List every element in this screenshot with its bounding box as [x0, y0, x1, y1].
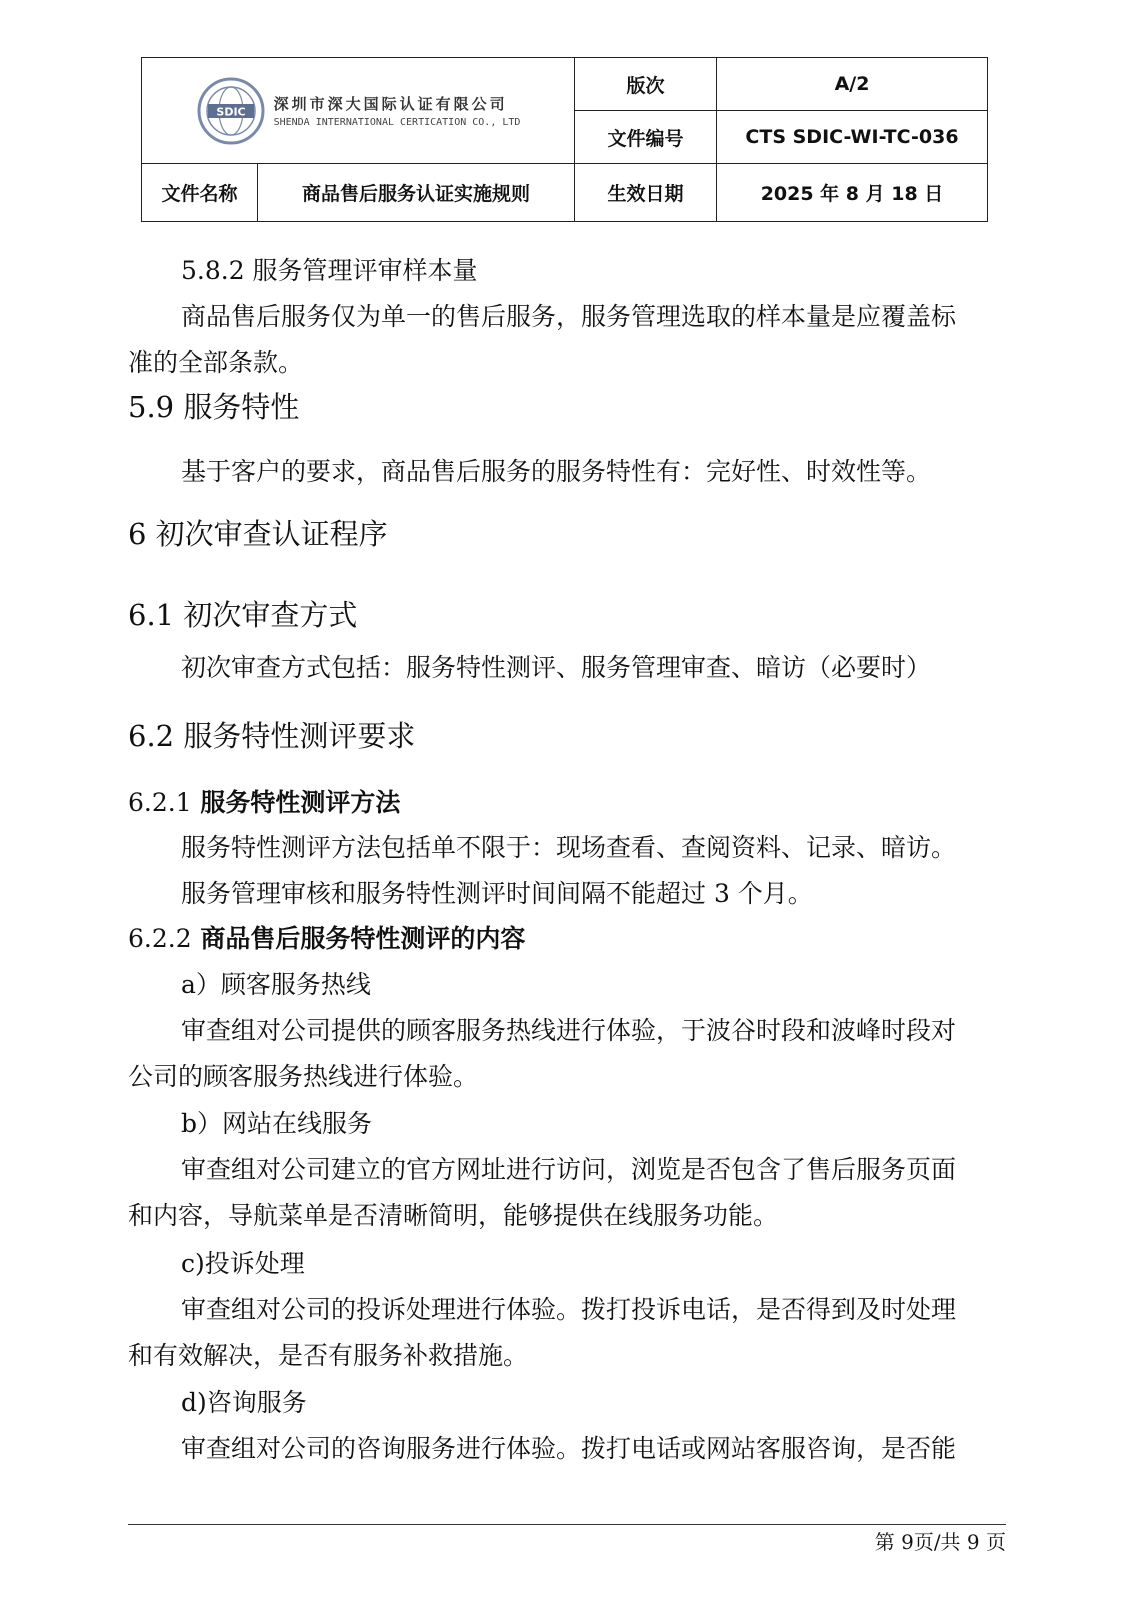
list-item-title: d)咨询服务	[181, 1388, 307, 1417]
section-6-heading: 6 初次审查认证程序	[128, 517, 388, 551]
paragraph-line: 商品售后服务仅为单一的售后服务，服务管理选取的样本量是应覆盖标	[181, 302, 957, 331]
doc-number-value: CTS SDIC-WI-TC-036	[717, 111, 988, 164]
doc-number-label: 文件编号	[575, 111, 717, 164]
list-item-title: b）网站在线服务	[181, 1109, 373, 1138]
paragraph-line: 初次审查方式包括：服务特性测评、服务管理审查、暗访（必要时）	[181, 653, 932, 682]
paragraph-line: 服务管理审核和服务特性测评时间间隔不能超过 3 个月。	[181, 879, 813, 908]
svg-text:SDIC: SDIC	[215, 105, 246, 118]
effective-date-label: 生效日期	[575, 164, 717, 222]
header-table	[141, 57, 988, 222]
footer-divider	[128, 1524, 1006, 1525]
section-5-9-heading: 5.9 服务特性	[128, 390, 300, 424]
company-logo-icon	[196, 76, 266, 146]
section-6-2-heading: 6.2 服务特性测评要求	[128, 719, 416, 753]
company-name-cn: 深圳市深大国际认证有限公司	[273, 95, 508, 113]
version-label: 版次	[575, 58, 717, 111]
paragraph-line: 和内容，导航菜单是否清晰简明，能够提供在线服务功能。	[128, 1201, 779, 1230]
paragraph-line: 基于客户的要求，商品售后服务的服务特性有：完好性、时效性等。	[181, 457, 932, 486]
paragraph-line: 审查组对公司建立的官方网址进行访问，浏览是否包含了售后服务页面	[181, 1155, 957, 1184]
company-name-en: SHENDA INTERNATIONAL CERTICATION CO., LTD	[273, 117, 521, 128]
version-value: A/2	[717, 58, 988, 111]
list-item-title: a）顾客服务热线	[181, 970, 371, 999]
paragraph-line: 服务特性测评方法包括单不限于：现场查看、查阅资料、记录、暗访。	[181, 833, 957, 862]
section-6-2-1-heading: 6.2.1 服务特性测评方法	[128, 788, 401, 817]
list-item-title: c)投诉处理	[181, 1249, 305, 1278]
page-number: 第 9页/共 9 页	[874, 1530, 1006, 1554]
paragraph-line: 公司的顾客服务热线进行体验。	[128, 1062, 479, 1091]
paragraph-line: 和有效解决，是否有服务补救措施。	[128, 1341, 529, 1370]
company-logo-cell	[142, 58, 575, 164]
paragraph-line: 审查组对公司的咨询服务进行体验。拨打电话或网站客服咨询，是否能	[181, 1434, 957, 1463]
section-6-1-heading: 6.1 初次审查方式	[128, 598, 358, 632]
paragraph-line: 准的全部条款。	[128, 348, 304, 377]
paragraph-line: 审查组对公司提供的顾客服务热线进行体验，于波谷时段和波峰时段对	[181, 1016, 957, 1045]
effective-date-value: 2025 年 8 月 18 日	[717, 164, 988, 222]
paragraph-line: 审查组对公司的投诉处理进行体验。拨打投诉电话，是否得到及时处理	[181, 1295, 957, 1324]
section-6-2-2-heading: 6.2.2 商品售后服务特性测评的内容	[128, 924, 526, 953]
doc-name-value: 商品售后服务认证实施规则	[258, 164, 575, 222]
doc-name-label: 文件名称	[142, 164, 258, 222]
section-5-8-2-heading: 5.8.2 服务管理评审样本量	[181, 256, 478, 285]
